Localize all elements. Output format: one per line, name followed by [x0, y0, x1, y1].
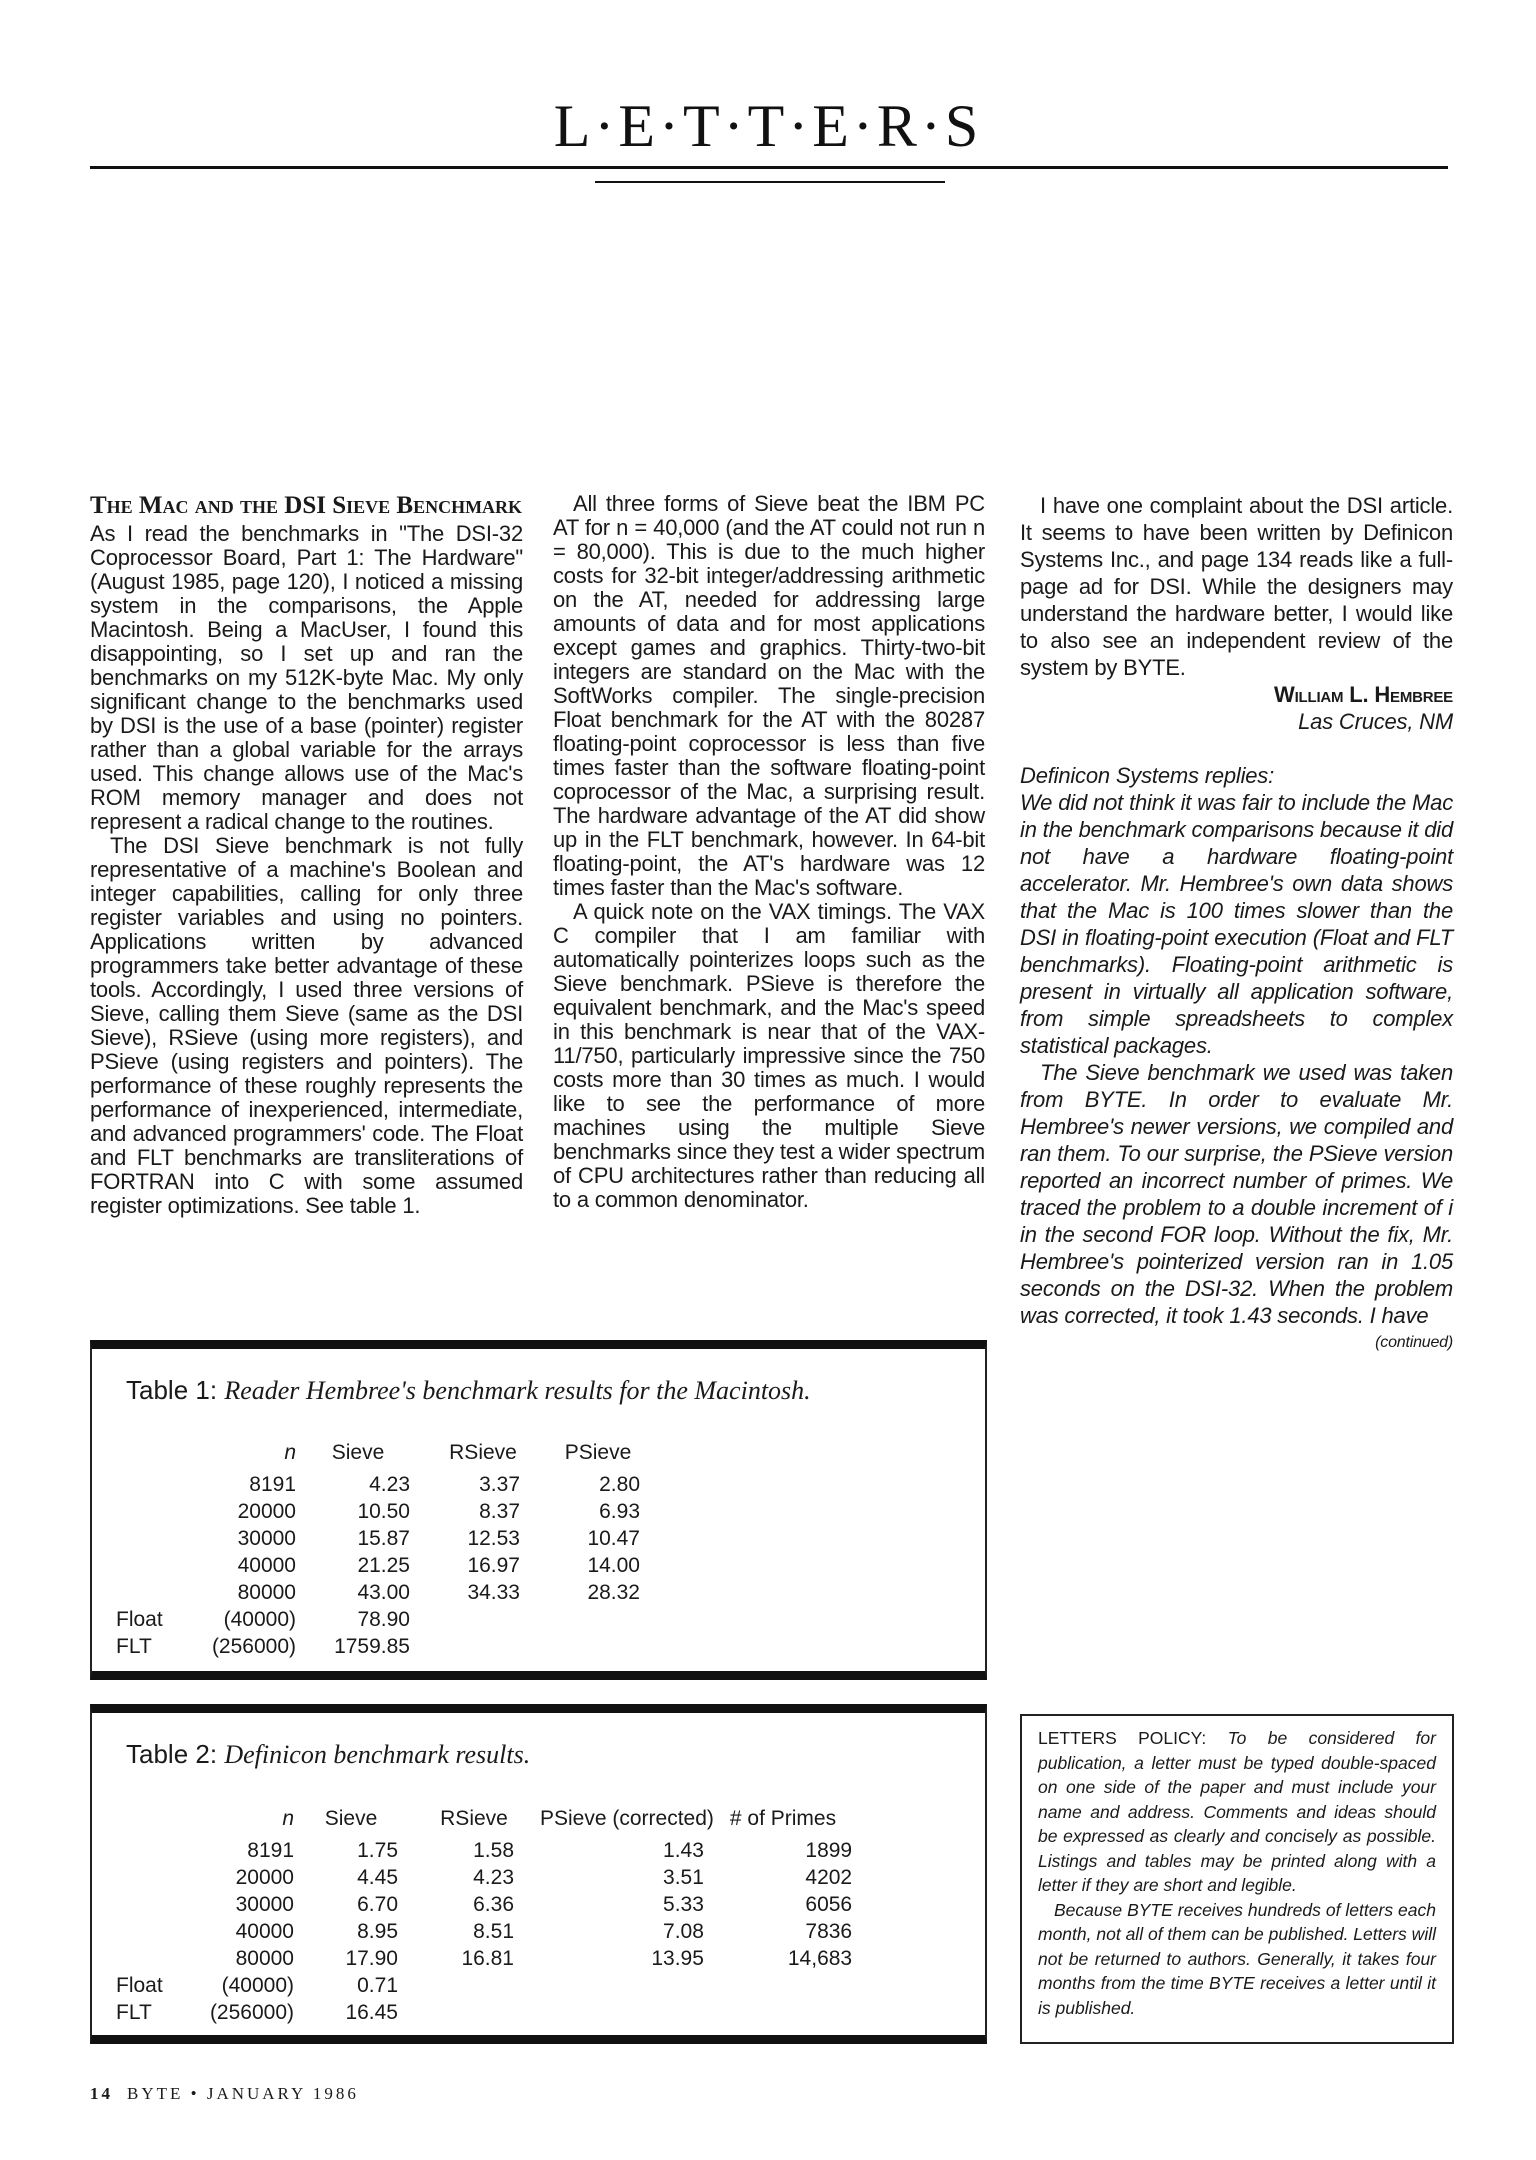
table-cell: 3.37 [479, 1472, 520, 1496]
table-cell: 8191 [249, 1472, 296, 1496]
table-header-row [116, 1801, 852, 1837]
reply-intro: Definicon Systems replies: [1020, 763, 1275, 788]
letter-paragraph [90, 834, 523, 1218]
table-cell: 10.47 [587, 1526, 640, 1550]
table-row [116, 1633, 666, 1660]
table-cell: 16.45 [345, 2000, 398, 2024]
column-header: RSieve [440, 1807, 508, 1830]
table-1 [90, 1340, 987, 1680]
table-row [116, 1945, 852, 1972]
table-cell [424, 1972, 540, 1999]
table-cell: 80000 [235, 1946, 294, 1970]
table-cell: Float [116, 1607, 163, 1631]
column-header: PSieve (corrected) [540, 1807, 714, 1830]
table-cell: 80000 [237, 1580, 296, 1604]
letter-heading: The Mac and the DSI Sieve Benchmark [90, 492, 523, 519]
table-cell [116, 1471, 176, 1498]
table-cell: 20000 [237, 1499, 296, 1523]
table-row [116, 1525, 666, 1552]
table-cell [116, 1498, 176, 1525]
table-cell: 1759.85 [334, 1634, 410, 1658]
table-row [116, 1606, 666, 1633]
letter-paragraph: As I read the benchmarks in "The DSI-32 Coprocessor Board, Part 1: The Hardware" (August 1985, page 120), I noticed a missing system in the comparisons, the Apple Macintosh. Being a MacUser, I found this disappointing, so I set up and ran the benchmarks on my 512K-byte Mac. My only significant change to the benchmarks used by DSI is the use of a base (pointer) register rather than a global variable for the arrays used. This change allows use of the Mac's ROM memory manager and does not represent a radical change to the routines. [90, 521, 523, 834]
table-cell [540, 1972, 730, 1999]
table-cell [116, 1837, 176, 1864]
table-cell: 21.25 [357, 1553, 410, 1577]
letter-paragraph: I have one complaint about the DSI article. It seems to have been written by Definicon Systems Inc., and page 134 reads like a full-page ad for DSI. While the designers may understand the hardware better, I would like to also see an independent review of the system by BYTE. [1020, 493, 1453, 680]
table-row [116, 1837, 852, 1864]
table-caption [126, 1375, 811, 1406]
table-cell: 8191 [247, 1838, 294, 1862]
table-cell: FLT [116, 1634, 152, 1658]
table-cell: 8.37 [479, 1499, 520, 1523]
table-cell: 14,683 [787, 1946, 853, 1970]
continued-note: (continued) [1375, 1334, 1453, 1351]
table-row [116, 1579, 666, 1606]
table-cell: 7836 [805, 1919, 853, 1943]
table-cell [436, 1633, 546, 1660]
table-header-row [116, 1435, 666, 1471]
table-cell: 6.36 [473, 1892, 514, 1916]
table-row [116, 1498, 666, 1525]
reply-paragraph: The Sieve benchmark we used was taken from BYTE. In order to evaluate Mr. Hembree's newer versions, we compiled and ran them. To our surprise, the PSieve version reported an incorrect number of primes. We traced the problem to a double increment of i in the second FOR loop. Without the fix, Mr. Hembree's pointerized version ran in 1.05 seconds on the DSI-32. When the problem was corrected, it took 1.43 seconds. I have [1020, 1060, 1453, 1328]
table-cell: 16.81 [461, 1946, 514, 1970]
table-cell: 4.23 [369, 1472, 410, 1496]
letters-policy-box [1020, 1714, 1454, 2044]
footer-text: BYTE • JANUARY 1986 [127, 2084, 359, 2103]
column-2 [553, 492, 985, 1212]
table-cell: 1.43 [663, 1838, 704, 1862]
column-header: n [282, 1807, 294, 1830]
table-cell: 6.93 [599, 1499, 640, 1523]
table-cell: 40000 [237, 1553, 296, 1577]
table-cell: 1.58 [473, 1838, 514, 1862]
table-cell: 12.53 [467, 1526, 520, 1550]
column-header [116, 1801, 176, 1837]
header-rule [90, 166, 1448, 169]
policy-paragraph: Because BYTE receives hundreds of letters each month, not all of them can be published. Letters will not be returned to authors. Generally, it takes four months from the time BYTE receives a letter until it is published. [1038, 1899, 1436, 2018]
table-row [116, 1471, 666, 1498]
table-cell [424, 1999, 540, 2026]
table-cell: 17.90 [345, 1946, 398, 1970]
table-caption [126, 1739, 530, 1770]
reply-paragraph: We did not think it was fair to include the Mac in the benchmark comparisons because it did not have a hardware floating-point accelerator. Mr. Hembree's own data shows that the Mac is 100 times slower than the DSI in floating-point execution (Float and FLT benchmarks). Floating-point arithmetic is present in virtually all application software, from simple spreadsheets to complex statistical packages. [1020, 790, 1453, 1058]
table-cell: 6.70 [357, 1892, 398, 1916]
table-cell [546, 1606, 666, 1633]
table-cell [116, 1918, 176, 1945]
table-cell: 13.95 [651, 1946, 704, 1970]
column-header: Sieve [324, 1807, 378, 1830]
table-cell [116, 1525, 176, 1552]
table-cell: FLT [116, 2000, 152, 2024]
table-2-grid [116, 1801, 852, 2026]
header-subrule [595, 181, 945, 183]
table-cell: 14.00 [587, 1553, 640, 1577]
table-cell: (256000) [209, 2000, 294, 2024]
table-cell: 30000 [235, 1892, 294, 1916]
table-cell: 40000 [235, 1919, 294, 1943]
author-location: Las Cruces, NM [1298, 709, 1453, 734]
table-cell [116, 1945, 176, 1972]
letter-paragraph: All three forms of Sieve beat the IBM PC AT for n = 40,000 (and the AT could not run n = 80,000). This is due to the much higher costs for 32-bit integer/addressing arithmetic on the AT, needed for addressing large amounts of data and for most applications except games and graphics. Thirty-two-bit integers are standard on the Mac with the SoftWorks compiler. The single-precision Float benchmark for the AT with the 80287 floating-point coprocessor is less than five times faster than the software floating-point coprocessor of the Mac, a surprising result. The hardware advantage of the AT did show up in the FLT benchmark, however. In 64-bit floating-point, the AT's hardware was 12 times faster than the Mac's software. [553, 491, 985, 900]
policy-paragraph [1038, 1726, 1436, 1898]
table-cell [116, 1579, 176, 1606]
letter-paragraph-text: The DSI Sieve benchmark is not fully representative of a machine's Boolean and integer capabilities, calling for only three register variables and using no pointers. Applications written by advanced programmers take better advantage of these tools. Accordingly, I used three versions of Sieve, calling them Sieve (same as the DSI Sieve), RSieve (using more registers), and PSieve (using registers and pointers). The performance of these roughly represents the performance of inexperienced, intermediate, and advanced programmers' code. The Float and FLT benchmarks are transliterations of FORTRAN into C with some assumed register optimizations. See table 1. [90, 833, 523, 1218]
table-cell: 28.32 [587, 1580, 640, 1604]
table-cell: (256000) [211, 1634, 296, 1658]
table-label: Table 2: [126, 1739, 218, 1769]
column-header: RSieve [449, 1441, 517, 1464]
table-row [116, 1999, 852, 2026]
table-cell: (40000) [223, 1607, 296, 1631]
table-row [116, 1552, 666, 1579]
table-cell [730, 1999, 852, 2026]
table-cell: 6056 [805, 1892, 853, 1916]
table-cell: 30000 [237, 1526, 296, 1550]
column-header: # of Primes [729, 1807, 837, 1830]
table-cell: 10.50 [357, 1499, 410, 1523]
table-cell [116, 1864, 176, 1891]
table-cell [116, 1552, 176, 1579]
table-label: Table 1: [126, 1375, 218, 1405]
table-row [116, 1864, 852, 1891]
column-header [116, 1435, 176, 1471]
policy-lead: LETTERS POLICY: [1038, 1728, 1207, 1748]
table-cell: 43.00 [357, 1580, 410, 1604]
table-cell: 3.51 [663, 1865, 704, 1889]
table-caption-text: Definicon benchmark results. [224, 1740, 531, 1769]
table-cell [730, 1972, 852, 1999]
table-cell: 4.45 [357, 1865, 398, 1889]
table-row [116, 1891, 852, 1918]
column-1 [90, 492, 523, 1218]
page-number: 14 [90, 2084, 113, 2103]
table-cell: (40000) [221, 1973, 294, 1997]
column-3 [1020, 492, 1453, 1356]
table-1-grid [116, 1435, 666, 1660]
table-cell: Float [116, 1973, 163, 1997]
table-cell: 8.51 [473, 1919, 514, 1943]
table-cell: 0.71 [357, 1973, 398, 1997]
letter-paragraph: A quick note on the VAX timings. The VAX C compiler that I am familiar with automatically pointerizes loops such as the Sieve benchmark. PSieve is therefore the equivalent benchmark, and the Mac's speed in this benchmark is near that of the VAX-11/750, particularly impressive since the 750 costs more than 30 times as much. I would like to see the performance of more machines using the multiple Sieve benchmarks since they test a wider spectrum of CPU architectures rather than reducing all to a common denominator. [553, 899, 985, 1212]
table-cell: 15.87 [357, 1526, 410, 1550]
table-cell: 5.33 [663, 1892, 704, 1916]
table-cell: 1899 [805, 1838, 853, 1862]
table-cell: 78.90 [357, 1607, 410, 1631]
table-cell: 4.23 [473, 1865, 514, 1889]
table-cell [116, 1891, 176, 1918]
author-name: William L. Hembree [1274, 682, 1453, 707]
table-cell: 34.33 [467, 1580, 520, 1604]
table-cell [436, 1606, 546, 1633]
table-cell: 7.08 [663, 1919, 704, 1943]
column-header: Sieve [331, 1441, 385, 1464]
table-cell: 1.75 [357, 1838, 398, 1862]
table-2 [90, 1704, 987, 2044]
table-cell [540, 1999, 730, 2026]
table-cell [546, 1633, 666, 1660]
table-cell: 4202 [805, 1865, 853, 1889]
section-title: L·E·T·T·E·R·S [553, 93, 983, 159]
column-header: PSieve [564, 1441, 632, 1464]
table-cell: 16.97 [467, 1553, 520, 1577]
page-footer [90, 2084, 359, 2104]
policy-text: To be considered for publication, a letter must be typed double-spaced on one side of the paper and must include your name and address. Comments and ideas should be expressed as clearly and concisely as possible. Listings and tables may be printed along with a letter if they are short and legible. [1038, 1728, 1436, 1895]
table-caption-text: Reader Hembree's benchmark results for the Macintosh. [224, 1376, 811, 1405]
table-cell: 2.80 [599, 1472, 640, 1496]
table-cell: 20000 [235, 1865, 294, 1889]
table-row [116, 1918, 852, 1945]
table-cell: 8.95 [357, 1919, 398, 1943]
table-row [116, 1972, 852, 1999]
column-header: n [284, 1441, 296, 1464]
